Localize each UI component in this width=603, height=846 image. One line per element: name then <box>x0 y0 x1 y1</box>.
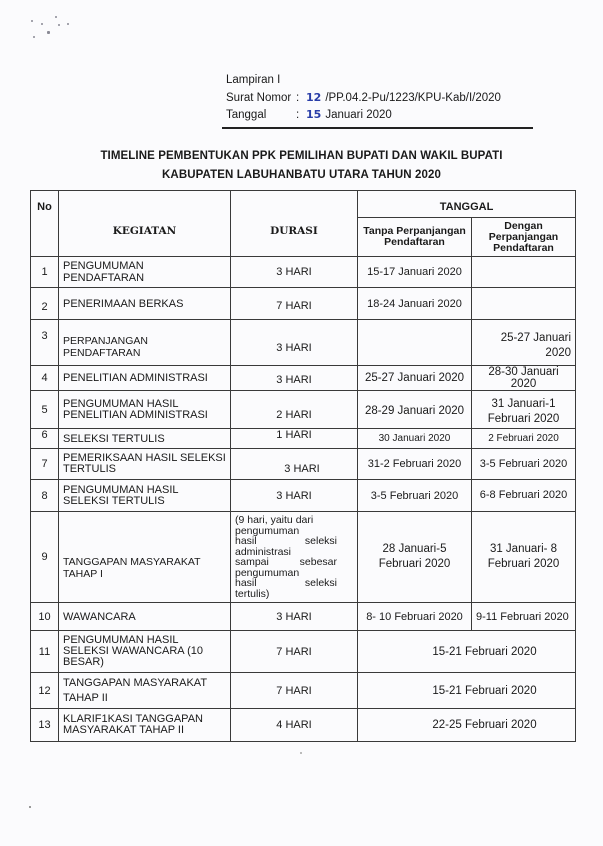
row-durasi: 7 HARI <box>231 631 358 673</box>
row-tanggal-merged: 22-25 Februari 2020 <box>358 709 576 742</box>
letter-header <box>226 72 536 123</box>
document-title-line1: TIMELINE PEMBENTUKAN PPK PEMILIHAN BUPATI DAN WAKIL BUPATI <box>100 150 503 162</box>
header-durasi: DURASI <box>231 191 358 257</box>
document-title-line2: KABUPATEN LABUHANBATU UTARA TAHUN 2020 <box>162 169 441 181</box>
table-row <box>31 320 576 366</box>
table-row <box>31 631 576 673</box>
row-durasi: 2 HARI <box>231 391 358 429</box>
row-dengan: 31 Januari-1 Februari 2020 <box>472 391 576 429</box>
row-durasi: 3 HARI <box>231 449 358 480</box>
row-durasi-long <box>231 512 358 603</box>
header-tanggal: TANGGAL <box>358 191 576 218</box>
tanggal-label: Tanggal <box>226 109 267 121</box>
row-durasi: 4 HARI <box>231 709 358 742</box>
surat-nomor-line <box>226 89 536 106</box>
row-tanpa: 3-5 Februari 2020 <box>358 480 472 512</box>
row-tanggal-merged: 15-21 Februari 2020 <box>358 631 576 673</box>
surat-nomor-sep: : <box>296 92 300 104</box>
surat-nomor-handwritten: 12 <box>306 91 322 104</box>
durasi-line: pengumuman <box>235 524 300 537</box>
row-no: 3 <box>31 320 59 366</box>
row-no: 8 <box>31 480 59 512</box>
row-tanpa: 31-2 Februari 2020 <box>358 449 472 480</box>
durasi-line: administrasi <box>235 545 292 558</box>
header-tanpa-perpanjangan: Tanpa Perpanjangan Pendaftaran <box>358 218 472 257</box>
tanggal-line <box>226 106 536 123</box>
durasi-line: tertulis) <box>235 587 270 600</box>
row-kegiatan: PENERIMAAN BERKAS <box>59 288 231 320</box>
row-kegiatan: PEMERIKSAAN HASIL SELEKSI TERTULIS <box>59 449 231 480</box>
row-durasi: 7 HARI <box>231 673 358 709</box>
row-dengan: 25-27 Januari 2020 <box>472 320 576 366</box>
row-kegiatan: TANGGAPAN MASYARAKAT TAHAP II <box>59 673 231 709</box>
surat-nomor-label: Surat Nomor <box>226 92 292 104</box>
row-dengan: 6-8 Februari 2020 <box>472 480 576 512</box>
row-tanpa: 15-17 Januari 2020 <box>358 257 472 288</box>
row-kegiatan: PENGUMUMAN HASIL SELEKSI TERTULIS <box>59 480 231 512</box>
durasi-line: sampai sebesar <box>235 556 337 568</box>
row-dengan: 3-5 Februari 2020 <box>472 449 576 480</box>
durasi-line: pengumuman <box>235 566 300 579</box>
timeline-table <box>30 190 576 742</box>
table-header-row <box>31 191 576 218</box>
row-no: 6 <box>31 429 59 449</box>
durasi-line: (9 hari, yaitu dari <box>235 514 314 526</box>
scan-artifact-specks <box>25 14 85 44</box>
row-kegiatan: PENELITIAN ADMINISTRASI <box>59 366 231 391</box>
row-no: 1 <box>31 257 59 288</box>
scan-artifact-dot <box>300 752 302 754</box>
row-no: 12 <box>31 673 59 709</box>
table-row <box>31 429 576 449</box>
row-no: 11 <box>31 631 59 673</box>
tanggal-handwritten: 15 <box>306 108 322 121</box>
row-tanggal-merged: 15-21 Februari 2020 <box>358 673 576 709</box>
row-tanpa: 18-24 Januari 2020 <box>358 288 472 320</box>
surat-nomor-value: /PP.04.2-Pu/1223/KPU-Kab/I/2020 <box>325 92 501 104</box>
row-no: 13 <box>31 709 59 742</box>
scan-artifact-dot <box>29 806 31 808</box>
table-row <box>31 512 576 603</box>
row-kegiatan: PENGUMUMAN HASIL PENELITIAN ADMINISTRASI <box>59 391 231 429</box>
row-kegiatan: KLARIF1KASI TANGGAPAN MASYARAKAT TAHAP II <box>59 709 231 742</box>
row-durasi: 7 HARI <box>231 288 358 320</box>
row-tanpa: 28-29 Januari 2020 <box>358 391 472 429</box>
row-kegiatan: PENGUMUMAN HASIL SELEKSI WAWANCARA (10 BESAR) <box>59 631 231 673</box>
durasi-line: hasil seleksi <box>235 535 337 547</box>
row-durasi: 3 HARI <box>231 480 358 512</box>
row-tanpa: 25-27 Januari 2020 <box>358 366 472 391</box>
row-dengan <box>472 257 576 288</box>
row-durasi: 3 HARI <box>231 320 358 366</box>
table-row <box>31 257 576 288</box>
row-dengan: 9-11 Februari 2020 <box>472 603 576 631</box>
table-row <box>31 288 576 320</box>
row-no: 4 <box>31 366 59 391</box>
table-row <box>31 709 576 742</box>
row-dengan: 31 Januari- 8 Februari 2020 <box>472 512 576 603</box>
row-durasi: 3 HARI <box>231 603 358 631</box>
row-no: 5 <box>31 391 59 429</box>
row-durasi: 3 HARI <box>231 257 358 288</box>
row-tanpa: 8- 10 Februari 2020 <box>358 603 472 631</box>
row-no: 7 <box>31 449 59 480</box>
row-tanpa: 30 Januari 2020 <box>358 429 472 449</box>
row-no: 10 <box>31 603 59 631</box>
header-kegiatan: KEGIATAN <box>59 191 231 257</box>
row-durasi: 1 HARI <box>231 429 358 449</box>
tanggal-sep: : <box>296 109 300 121</box>
tanggal-value: Januari 2020 <box>325 109 392 121</box>
row-kegiatan: PENGUMUMAN PENDAFTARAN <box>59 257 231 288</box>
header-underline <box>222 127 533 129</box>
header-no: No <box>31 191 59 257</box>
table-row <box>31 449 576 480</box>
table-row <box>31 391 576 429</box>
row-kegiatan: SELEKSI TERTULIS <box>59 429 231 449</box>
durasi-line: hasil seleksi <box>235 577 337 589</box>
row-durasi: 3 HARI <box>231 366 358 391</box>
row-no: 2 <box>31 288 59 320</box>
row-kegiatan: WAWANCARA <box>59 603 231 631</box>
row-no: 9 <box>31 512 59 603</box>
lampiran-label: Lampiran I <box>226 74 281 86</box>
table-row <box>31 366 576 391</box>
table-row <box>31 673 576 709</box>
table-row <box>31 480 576 512</box>
row-tanpa: 28 Januari-5 Februari 2020 <box>358 512 472 603</box>
header-dengan-perpanjangan: Dengan Perpanjangan Pendaftaran <box>472 218 576 257</box>
table-row <box>31 603 576 631</box>
row-dengan <box>472 288 576 320</box>
row-kegiatan: PERPANJANGAN PENDAFTARAN <box>59 320 231 366</box>
row-dengan: 2 Februari 2020 <box>472 429 576 449</box>
row-kegiatan: TANGGAPAN MASYARAKAT TAHAP I <box>59 512 231 603</box>
row-tanpa <box>358 320 472 366</box>
row-dengan: 28-30 Januari 2020 <box>472 366 576 391</box>
